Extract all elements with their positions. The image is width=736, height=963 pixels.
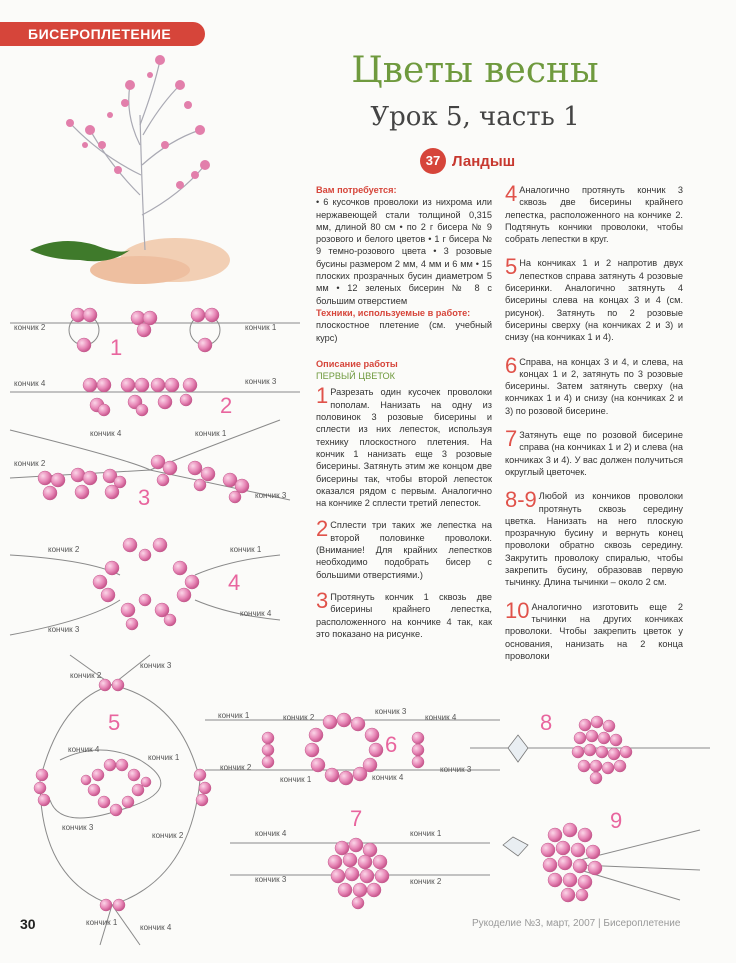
wire-label: кончик 3 (375, 707, 407, 716)
wire-label: кончик 3 (245, 377, 277, 386)
wire-label: кончик 3 (255, 875, 287, 884)
wire-label: кончик 4 (425, 713, 457, 722)
materials-text: • 6 кусочков проволоки из нихрома или нержавеющей стали толщиной 0,315 мм, длиной 80 см • по 2 г бисера № 9 розового и белого цветов • 1 г бисера № 9 темно-розового цвета • 3 розовые бусины размером 2 мм, 4 мм и 6 мм • 15 плоских прозрачных бусин диаметром 5 мм • 12 зеленых бисерин № 8 с большим отверстием (316, 197, 492, 306)
lesson-badge (420, 148, 515, 174)
figure-number: 2 (220, 393, 233, 418)
wire-label: кончик 1 (148, 753, 180, 762)
techniques-text: плоскостное плетение (см. учебный курс) (316, 320, 492, 343)
figure-number: 9 (610, 808, 623, 833)
page-subtitle: Урок 5, часть 1 (370, 102, 580, 132)
step-text: Протянуть кончик 1 сквозь две бисерины крайнего лепестка, расположенного на кончике 4 так, как это показано на рисунке. (316, 591, 492, 639)
step-number: 7 (505, 426, 518, 452)
wire-label: кончик 1 (86, 918, 118, 927)
wire-label: кончик 3 (140, 661, 172, 670)
wire-label: кончик 3 (440, 765, 472, 774)
step-number: 6 (505, 352, 518, 378)
wire-label: кончик 3 (48, 625, 80, 634)
figure-number: 6 (385, 732, 398, 757)
lesson-name: Ландыш (452, 152, 516, 170)
wire-label: кончик 4 (240, 609, 272, 618)
step-text: Любой из кончиков проволоки протянуть сквозь середину цветка. Нанизать на него плоскую прозрачную бусину и вернуть конец проволоки обратно сквозь середину. Закрутить проволоку спиралью, чтобы закрепить бусину, образовав первую тычинку. Длина тычинки – около 2 см. (505, 491, 683, 588)
wire-label: кончик 2 (14, 323, 46, 332)
page-number: 30 (20, 916, 36, 932)
wire-label: кончик 1 (230, 545, 262, 554)
wire-label: кончик 1 (218, 711, 250, 720)
figure-number: 5 (108, 710, 121, 735)
wire-label: кончик 1 (195, 429, 227, 438)
wire-label: кончик 4 (255, 829, 287, 838)
step-text: Затянуть еще по розовой бисерине справа (на кончиках 1 и 2) и слева (на кончиках 3 и 4). У вас должен получиться округлый цветочек. (505, 430, 683, 477)
step-number: 8-9 (505, 487, 537, 513)
page-title: Цветы весны (351, 50, 599, 91)
step-text: Аналогично протянуть кончик 3 сквозь две бисерины крайнего лепестка, расположенного на кончике 2. Подтянуть кончики проволоки, чтобы собрать лепестки в круг. (505, 185, 683, 245)
figure-number: 7 (350, 806, 363, 831)
techniques-heading: Техники, используемые в работе: (316, 307, 471, 318)
wire-label: кончик 2 (14, 459, 46, 468)
step-4 (505, 181, 683, 245)
magazine-footer: Рукоделие №3, март, 2007 | Бисероплетение (472, 918, 681, 929)
step-text: Справа, на концах 3 и 4, и слева, на концах 1 и 2, затянуть по 3 розовые бисерины. Затем затянуть сверху (на кончиках 1 и 4) и снизу (на кончиках 2 и 3) по розовой бисерине. (505, 356, 683, 416)
step-text: Аналогично изготовить еще 2 тычинки на других кончиках проволоки. Чтобы закрепить цветок у основания, нанизать на 2 конца проволоки (505, 601, 683, 661)
wire-label: кончик 2 (48, 545, 80, 554)
diagrams (0, 290, 736, 950)
wire-label: кончик 4 (372, 773, 404, 782)
step-number: 1 (316, 383, 329, 409)
wire-label: кончик 3 (62, 823, 94, 832)
wire-label: кончик 1 (410, 829, 442, 838)
step-number: 4 (505, 181, 518, 206)
figure-number: 4 (228, 570, 241, 595)
wire-label: кончик 4 (14, 379, 46, 388)
wire-label: кончик 4 (90, 429, 122, 438)
wire-label: кончик 4 (68, 745, 100, 754)
step-text: Сплести три таких же лепестка на второй половинке проволоки. (Внимание! Для крайних лепестков необходимо подобрать бисер с большими отверстиями.) (316, 520, 492, 580)
flower-photo (30, 45, 230, 285)
wire-label: кончик 2 (70, 671, 102, 680)
step-number: 3 (316, 587, 329, 613)
wire-label: кончик 2 (283, 713, 315, 722)
figure-number: 1 (110, 335, 123, 360)
step-text: На кончиках 1 и 2 напротив двух лепестков справа затянуть 4 розовые бисеринки. Аналогично затянуть 4 бисерины слева на концах 3 и 4 (см. рисунок). Затянуть по 2 розовые бисерины сверху (на кончиках 2 и 3) и снизу (на кончиках 1 и 4). (505, 258, 683, 343)
materials-heading: Вам потребуется: (316, 185, 397, 195)
wire-label: кончик 2 (410, 877, 442, 886)
step-number: 5 (505, 254, 518, 280)
wire-label: кончик 1 (280, 775, 312, 784)
step-number: 2 (316, 516, 329, 542)
wire-label: кончик 2 (152, 831, 184, 840)
figure-number: 3 (138, 485, 151, 510)
step-text: Разрезать один кусочек проволоки пополам. Нанизать на одну из половинок 3 розовые бисерины и сплести из них лепесток, используя технику плоскостного плетения. На кончик 1 нанизать еще 3 розовые бисерины. Затянуть этим же концом две бисерины так, чтобы второй лепесток оказался рядом с первым. Аналогично на кончике 2 сплести третий лепесток. (316, 387, 492, 509)
figure-number: 8 (540, 710, 553, 735)
section-tab: БИСЕРОПЛЕТЕНИЕ (0, 22, 205, 46)
lesson-number: 37 (420, 148, 446, 174)
wire-label: кончик 1 (245, 323, 277, 332)
wire-label: кончик 4 (140, 923, 172, 932)
first-flower-heading: ПЕРВЫЙ ЦВЕТОК (316, 371, 396, 382)
wire-label: кончик 3 (255, 491, 287, 500)
work-heading: Описание работы (316, 358, 398, 369)
step-number: 10 (505, 597, 530, 623)
wire-label: кончик 2 (220, 763, 252, 772)
